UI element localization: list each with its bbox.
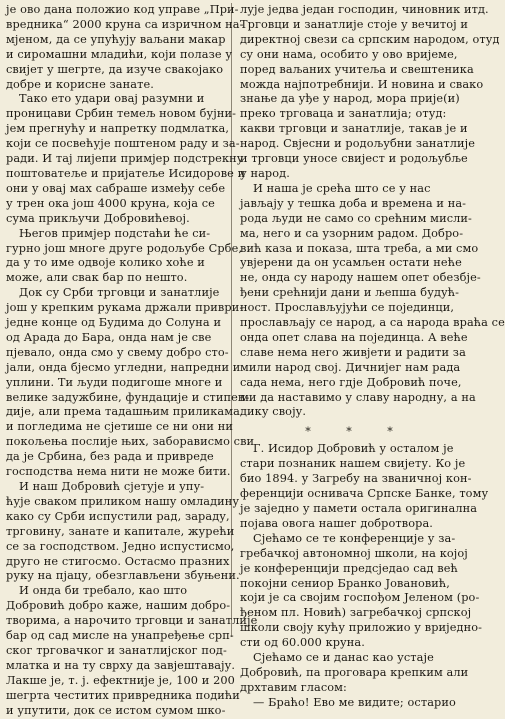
text-line: пјевало, онда смо у свему добро сто- — [6, 345, 229, 359]
text-line: проницави Србин темељ новом бујни- — [6, 107, 237, 121]
text-line: Сјећамо се и данас као устаје — [253, 651, 434, 665]
text-line: какви трговци и занатлије, такав је и — [240, 122, 468, 136]
paragraph — [240, 442, 489, 531]
text-line: можда најпотребнији. И новина и свако — [240, 77, 484, 91]
text-line: и сиромашни младићи, који полазе у — [6, 47, 233, 61]
paragraph — [6, 286, 255, 480]
text-line: појава овога нашег добротвора. — [240, 516, 433, 530]
text-line: да је Србина, без рада и привреде — [6, 450, 214, 464]
text-line: у трен ока још 4000 круна, која се — [6, 196, 215, 210]
section-separator: * * * — [305, 425, 409, 439]
text-line: сти од 60.000 круна. — [240, 636, 365, 650]
text-line: Добровић добро каже, нашим добро- — [6, 599, 231, 613]
text-line: — Браћо! Ево ме видите; остарио — [253, 695, 456, 709]
text-line: И наш Добровић сјетује и упу- — [19, 480, 205, 493]
text-line: Док су Срби трговци и занатлије — [19, 286, 220, 300]
text-line: онда опет слава на појединца. А веће — [240, 330, 468, 344]
right-column — [232, 3, 505, 709]
text-line: дрхтавим гласом: — [240, 680, 347, 694]
text-line: јали, онда бјесмо угледни, напредни и — [6, 360, 241, 374]
text-line: поред ваљаних учитеља и свештеника — [240, 62, 474, 76]
text-line: ског трговачког и занатлијског под- — [6, 643, 227, 657]
text-line: може, али свак бар по нешто. — [6, 271, 188, 285]
text-line: прослављају се народ, а са народа враћа се — [240, 316, 505, 330]
text-line: и упутити, док се истом сумом шко- — [6, 703, 226, 717]
text-line: да у то име одвоје колико хоће и — [6, 256, 205, 270]
text-line: јављају у тешка доба и времена и на- — [240, 196, 467, 210]
text-line: Добровић, па проговара крепким али — [240, 665, 469, 679]
paragraph — [6, 480, 240, 584]
text-line: још у крепким рукама држали приври- — [6, 301, 244, 315]
text-line: ћује сваком приликом нашу омладину — [6, 494, 240, 508]
text-line: уплини. Ти људи подигоше многе и — [6, 375, 223, 389]
text-line: дику своју. — [240, 405, 307, 419]
text-line: у народ. — [240, 166, 290, 180]
text-line: једне конце од Будима до Солуна и — [6, 316, 222, 330]
text-line: знање да уђе у народ, мора прије(и) — [240, 92, 460, 106]
text-line: мили народ свој. Дичнијег нам рада — [240, 360, 461, 374]
text-line: ђеном пл. Новић) загребачкој српској — [240, 606, 472, 620]
text-line: славе нема него живјети и радити за — [240, 345, 466, 359]
text-line: директној свези са српским народом, отуд — [240, 32, 500, 46]
text-line: је заједно у памети остала оригинална — [240, 502, 478, 515]
text-line: покољења послије њих, заборависмо сви — [6, 435, 255, 449]
text-line: трговину, занате и капитале, журећи — [6, 524, 235, 538]
text-line: вредника“ 2000 круна са изричном на- — [6, 17, 244, 31]
paragraph — [6, 3, 244, 92]
text-line: дије, али према тадашњим приликама — [6, 405, 240, 419]
text-line: су они нама, особито у ово вријеме, — [240, 47, 458, 61]
left-column — [6, 3, 258, 717]
text-line: који је са својим госпођом Јеленом (ро- — [240, 591, 480, 605]
text-line: Трговци и занатлије стоје у вечитој и — [240, 17, 469, 31]
text-line: И онда би требало, као што — [19, 584, 188, 598]
paragraph — [6, 584, 258, 718]
text-line: и погледима не сјетише се ни они ни — [6, 420, 233, 434]
text-line: рода људи не само со срећним мисли- — [240, 211, 472, 225]
text-line: ност. Прослављујући се појединци, — [240, 301, 455, 315]
text-line: је ово дана положио код управе „При- — [6, 3, 239, 16]
text-line: добре и корисне занате. — [6, 77, 154, 91]
text-line: руку на пјацу, обезглављени збуњени. — [6, 569, 240, 583]
text-line: од Арада до Бара, онда нам је све — [6, 330, 212, 344]
paragraph — [240, 3, 500, 182]
text-line: не, онда су народу нашем опет обезбје- — [240, 271, 481, 285]
text-line: ради. И тај лијепи примјер подстрекну — [6, 152, 244, 166]
text-line: Тако ето удари овај разумни и — [19, 92, 205, 106]
paragraph — [240, 181, 505, 421]
text-line: јем прегнућу и напретку подмлатка, — [6, 122, 230, 136]
text-line: лује једва један господин, чиновник итд. — [240, 3, 489, 16]
text-line: сада нема, него гдје Добровић поче, — [240, 375, 462, 389]
text-line: и трговци уносе свијест и родољубље — [240, 152, 468, 166]
paragraph — [240, 651, 469, 696]
text-line: гребачкој автономној школи, на којој — [240, 546, 468, 560]
text-line: свијет у шегрте, да изуче свакојако — [6, 62, 224, 76]
text-line: који се посвећује поштеном раду и за- — [6, 137, 240, 151]
text-line: како су Срби испустили рад, зараду, — [6, 509, 230, 523]
text-line: млатка и на ту сврху да завјештавају. — [6, 658, 236, 672]
text-line: ференцији оснивача Српске Банке, тому — [240, 487, 489, 501]
text-line: школи своју кућу приложио у вриједно- — [240, 621, 483, 635]
text-line: поштоватеље и пријатеље Исидорове и — [6, 166, 246, 180]
text-line: народ. Свјесни и родољубни занатлије — [240, 137, 476, 151]
text-line: Његов примјер подстаћи ће си- — [19, 226, 211, 240]
text-line: ми да наставимо у славу народну, а на — [240, 390, 476, 404]
text-line: они у овај мах сабраше између себе — [6, 181, 226, 195]
paragraph — [240, 696, 458, 711]
text-line: ђени срећнији дани и љепша будућ- — [240, 286, 460, 300]
text-line: покојни сениор Бранко Јовановић, — [240, 576, 451, 590]
text-line: гурно још многе друге родољубе Србе, — [6, 241, 243, 255]
text-line: ма, него и са узорним радом. Добро- — [240, 226, 464, 240]
text-line: творима, а нарочито трговци и занатлије — [6, 614, 258, 628]
paragraph — [6, 226, 243, 287]
text-line: И наша је срећа што се у нас — [253, 181, 431, 195]
paragraph — [6, 92, 246, 226]
two-column-layout — [6, 3, 505, 717]
text-line: шегрта честитих привредника подићи — [6, 688, 240, 702]
text-line: Сјећамо се те конференције у за- — [253, 531, 456, 545]
text-line: сума прикључи Добровићевој. — [6, 211, 190, 225]
text-line: вић каза и показа, шта треба, а ми смо — [240, 241, 479, 255]
text-line: преко трговаца и занатлија; отуд: — [240, 107, 447, 121]
text-line: се за господством. Једно испустисмо, — [6, 539, 235, 553]
text-line: велике задужбине, фундације и стипен- — [6, 390, 250, 404]
text-line: био 1894. у Загребу на званичној кон- — [240, 472, 472, 486]
text-line: је конференцији предсједао сад већ — [240, 561, 458, 575]
text-line: господства нема нити не може бити. — [6, 465, 231, 479]
text-line: Лакше је, т. ј. ефектније је, 100 и 200 — [6, 673, 235, 687]
text-line: стари познаник нашем свијету. Ко је — [240, 457, 466, 471]
text-line: увјерени да он усамљен остати неће — [240, 256, 462, 270]
text-line: бар од сад мисле на унапређење срп- — [6, 629, 234, 643]
text-line: друго не стигосмо. Остасмо празних — [6, 554, 230, 568]
text-line: мјеном, да се упућују ваљани макар — [6, 32, 226, 46]
text-line: Г. Исидор Добровић у осталом је — [253, 442, 454, 456]
paragraph — [240, 531, 483, 651]
